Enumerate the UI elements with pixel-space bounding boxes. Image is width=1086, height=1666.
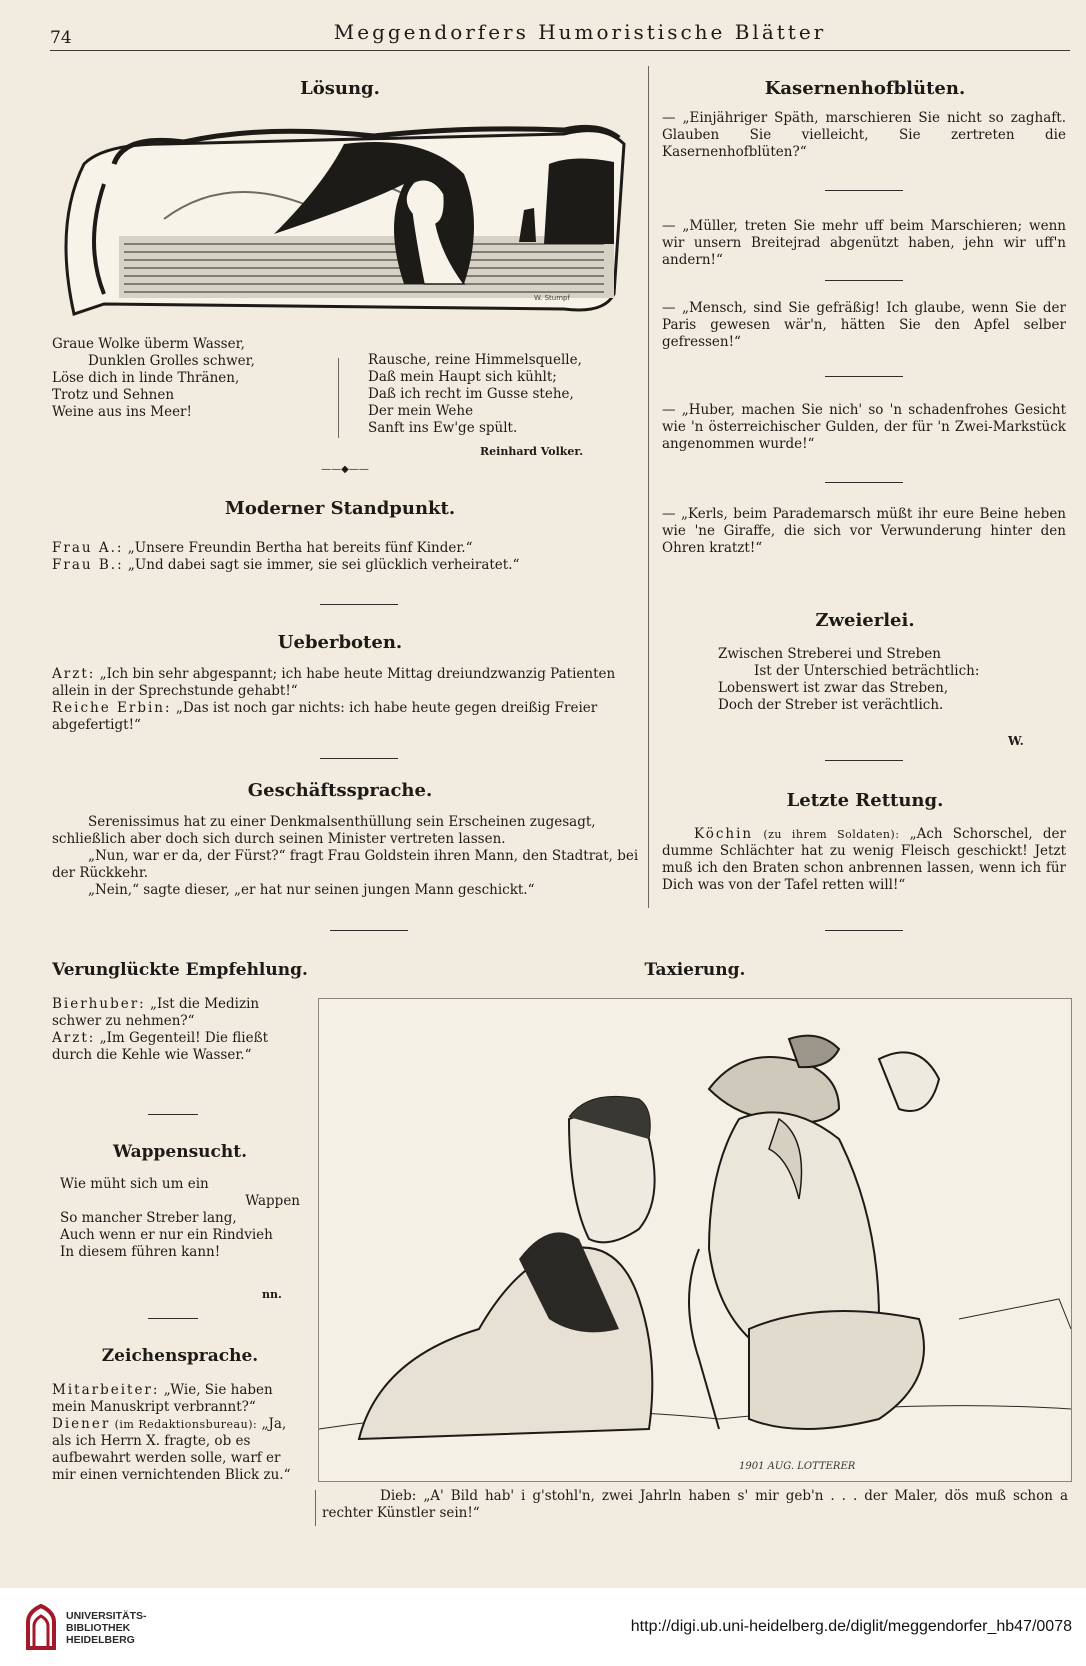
logo-line: UNIVERSITÄTS- (66, 1610, 147, 1622)
zweierlei-author: W. (1008, 734, 1024, 748)
wappen-title: Wappensucht. (113, 1142, 247, 1162)
dialogue-line (52, 1382, 298, 1416)
taxierung-illustration (318, 998, 1072, 1482)
loesung-illustration (44, 104, 640, 326)
moderner-dialogue (52, 540, 642, 574)
speaker: Arzt: (52, 1030, 96, 1046)
zweierlei-title: Zweierlei. (815, 610, 915, 631)
speech: „Und dabei sagt sie immer, sie sei glücklich verheiratet.“ (127, 557, 520, 573)
library-name (66, 1610, 147, 1646)
speaker: Köchin (694, 826, 754, 842)
verunglueckt-title: Verunglückte Empfehlung. (52, 960, 308, 980)
separator (320, 604, 398, 605)
kasernen-item: — „Huber, machen Sie nich' so 'n schadenfrohes Gesicht wie 'n österreichischer Gulden, der für 'n Zwei-Markstück angenommen wurde!“ (662, 402, 1066, 452)
dialogue-line (52, 1416, 298, 1484)
poem-line: Trotz und Sehnen (52, 387, 175, 403)
separator (825, 376, 903, 377)
verunglueckt-dialogue (52, 996, 298, 1064)
column-rule (315, 1490, 316, 1526)
poem-line: Daß mein Haupt sich kühlt; (368, 369, 557, 385)
poem-line: So mancher Streber lang, (60, 1210, 237, 1226)
speaker: Frau B.: (52, 557, 124, 573)
logo-line: HEIDELBERG (66, 1634, 135, 1646)
moderner-title: Moderner Standpunkt. (224, 498, 456, 519)
speaker: Frau A.: (52, 540, 124, 556)
separator (825, 930, 903, 931)
geschaeft-title: Geschäftssprache. (247, 780, 433, 801)
paragraph: „Nein,“ sagte dieser, „er hat nur seinen jungen Mann geschickt.“ (88, 882, 535, 898)
poem-line: Weine aus ins Meer! (52, 404, 192, 420)
speech: „Ja, als ich Herrn X. fragte, ob es aufbewahrt werden solle, warf er mir einen vernichtenden Blick zu.“ (52, 1416, 291, 1483)
speaker: Bierhuber: (52, 996, 146, 1012)
paragraph: „Nun, war er da, der Fürst?“ fragt Frau Goldstein ihren Mann, den Stadtrat, bei der Rückkehr. (52, 848, 639, 881)
ueberboten-dialogue (52, 666, 642, 734)
stage-direction: (zu ihrem Soldaten): (763, 828, 900, 841)
dialogue-line (52, 1030, 298, 1064)
column-rule (648, 66, 649, 908)
poem-line: Sanft ins Ew'ge spült. (368, 420, 518, 436)
kasernen-item: — „Kerls, beim Parademarsch müßt ihr eure Beine heben wie 'ne Giraffe, die sich vor Verwunderung hinter den Ohren kratzt!“ (662, 506, 1066, 556)
rettung-text (662, 826, 1066, 894)
poem-line: Dunklen Grolles schwer, (88, 353, 255, 369)
separator (825, 280, 903, 281)
zeichen-dialogue (52, 1382, 298, 1484)
poem-line: Löse dich in linde Thränen, (52, 370, 240, 386)
loesung-poem-right (368, 352, 638, 437)
speech: „Ach Schorschel, der dumme Schlächter hat zu wenig Fleisch geschickt! Jetzt muß ich den Braten schon anbrennen lassen, wenn ich für Dich was von der Tafel retten will!“ (662, 826, 1066, 893)
separator (148, 1114, 198, 1115)
loesung-poem-left (52, 336, 322, 421)
dialogue-line (52, 996, 298, 1030)
stage-direction: (im Redaktionsbureau): (114, 1418, 258, 1431)
zweierlei-poem (718, 646, 1058, 714)
separator (148, 1318, 198, 1319)
poem-line: Zwischen Streberei und Streben (718, 646, 941, 662)
speech: „Unsere Freundin Bertha hat bereits fünf Kinder.“ (127, 540, 473, 556)
library-logo-icon (24, 1602, 58, 1652)
dialogue-line (52, 557, 642, 574)
dialogue-line (52, 700, 642, 734)
footer (0, 1588, 1086, 1666)
journal-title: Meggendorfers Humoristische Blätter (333, 20, 827, 44)
separator (330, 930, 408, 931)
speaker: Diener (52, 1416, 111, 1432)
logo-line: BIBLIOTHEK (66, 1622, 131, 1634)
poem-line: Auch wenn er nur ein Rindvieh (60, 1227, 273, 1243)
separator (825, 760, 903, 761)
poem-line: Daß ich recht im Gusse stehe, (368, 386, 574, 402)
poem-line: Wie müht sich um ein (60, 1176, 209, 1192)
speaker: Mitarbeiter: (52, 1382, 160, 1398)
wappen-poem (60, 1176, 300, 1261)
loesung-author: Reinhard Volker. (480, 445, 584, 458)
speech: „Das ist noch gar nichts: ich habe heute gegen dreißig Freier abgefertigt!“ (52, 700, 598, 733)
loesung-title: Lösung. (300, 78, 380, 99)
ueberboten-title: Ueberboten. (277, 632, 403, 653)
taxierung-signature: 1901 AUG. LOTTERER (739, 1461, 856, 1472)
speaker: Reiche Erbin: (52, 700, 172, 716)
taxierung-title: Taxierung. (644, 960, 746, 980)
speech: „Ich bin sehr abgespannt; ich habe heute Mittag dreiundzwanzig Patienten allein in der Sprechstunde gehabt!“ (52, 666, 616, 699)
poem-line: Der mein Wehe (368, 403, 474, 419)
poem-line: Doch der Streber ist verächtlich. (718, 697, 944, 713)
poem-line: Rausche, reine Himmelsquelle, (368, 352, 582, 368)
kasernen-title: Kasernenhofblüten. (764, 78, 966, 99)
speaker: Arzt: (52, 666, 96, 682)
kasernen-item: — „Müller, treten Sie mehr uff beim Marschieren; wenn wir unsern Breitejrad abgenützt haben, jehn wir uff'n andern!“ (662, 218, 1066, 268)
poem-divider (338, 358, 339, 438)
speech: „Im Gegenteil! Die fließt durch die Kehle wie Wasser.“ (52, 1030, 269, 1063)
zeichen-title: Zeichensprache. (101, 1346, 259, 1366)
dialogue-line (52, 666, 642, 700)
separator (825, 482, 903, 483)
geschaeft-text (52, 814, 644, 899)
poem-line: Lobenswert ist zwar das Streben, (718, 680, 949, 696)
source-url-link[interactable]: http://digi.ub.uni-heidelberg.de/diglit/meggendorfer_hb47/0078 (630, 1618, 1072, 1635)
speech: „Wie, Sie haben mein Manuskript verbrannt?“ (52, 1382, 273, 1415)
rettung-title: Letzte Rettung. (786, 790, 944, 811)
taxierung-caption: Dieb: „A' Bild hab' i g'stohl'n, zwei Jahrln haben s' mir geb'n . . . der Maler, dös muß schon a rechter Künstler sein!“ (322, 1488, 1068, 1521)
page-number: 74 (50, 28, 72, 48)
dialogue-line (52, 540, 642, 557)
kasernen-item: — „Mensch, sind Sie gefräßig! Ich glaube, wenn Sie der Paris gewesen wär'n, hätten Sie den Apfel selber gefressen!“ (662, 300, 1066, 350)
kasernen-item: — „Einjähriger Späth, marschieren Sie nicht so zaghaft. Glauben Sie vielleicht, Sie zertreten die Kasernenhofblüten?“ (662, 110, 1066, 160)
separator (320, 758, 398, 759)
paragraph: Serenissimus hat zu einer Denkmalsenthüllung sein Erscheinen zugesagt, schließlich aber doch sich durch seinen Minister vertreten lassen. (52, 814, 596, 847)
speech: „Ist die Medizin schwer zu nehmen?“ (52, 996, 260, 1029)
loesung-illustration-signature: W. Stumpf (534, 294, 570, 302)
ornament-separator: ——◆—— (321, 464, 369, 475)
header-rule (50, 50, 1070, 51)
poem-line: In diesem führen kann! (60, 1244, 221, 1260)
wappen-author: nn. (262, 1288, 282, 1301)
poem-line: Ist der Unterschied beträchtlich: (754, 663, 980, 679)
separator (825, 190, 903, 191)
poem-line: Wappen (245, 1193, 300, 1209)
poem-line: Graue Wolke überm Wasser, (52, 336, 245, 352)
